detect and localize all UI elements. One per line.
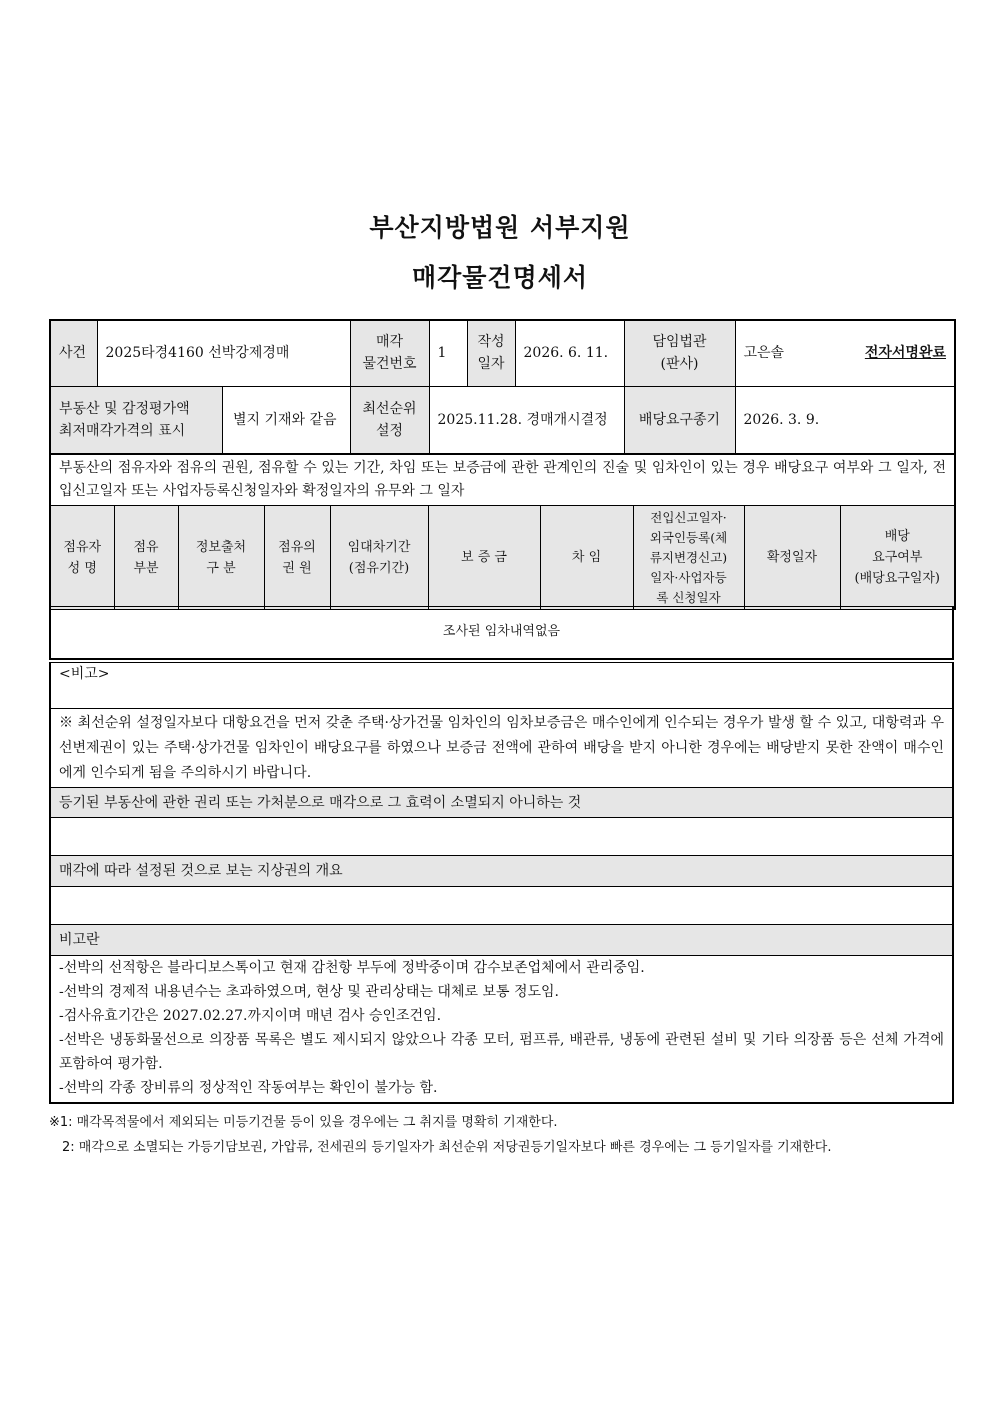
notes-body [50,956,953,1104]
no-lease-record: 조사된 임차내역없음 [50,607,953,659]
item-no-label: 매각 물건번호 [350,320,429,386]
registered-rights-heading: 등기된 부동산에 관한 권리 또는 가처분으로 매각으로 그 효력이 소멸되지 아니하는 것 [50,788,953,818]
occupancy-table [49,454,956,610]
note-line: -선박의 경제적 내용년수는 초과하였으며, 현상 및 관리상태는 대체로 보통 정도임. [59,984,559,1000]
col-dividend-request: 배당 요구여부 (배당요구일자) [840,506,955,610]
document-title: 매각물건명세서 [411,263,589,292]
col-lease-period: 임대차기간 (점유기간) [330,506,428,610]
priority-label: 최선순위 설정 [350,386,429,454]
col-occupancy-right: 점유의 권 원 [264,506,330,610]
case-info-table [49,319,956,455]
registered-rights-value [50,818,953,856]
note-line: -검사유효기간은 2027.02.27.까지이며 매년 검사 승인조건임. [59,1008,442,1024]
judge-cell [735,320,955,386]
case-value: 2025타경4160 선박강제경매 [97,320,350,386]
col-info-source: 정보출처 구 분 [178,506,264,610]
note-line: -선박의 각종 장비류의 정상적인 작동여부는 확인이 불가능 함. [59,1080,438,1096]
date-label: 작성 일자 [467,320,515,386]
notes-heading: 비고란 [50,925,953,956]
occupancy-empty-table [49,606,954,660]
remarks-label: <비고> [50,663,953,709]
col-move-in-date: 전입신고일자· 외국인등록(체 류지변경신고) 일자·사업자등 록 신청일자 [633,506,744,610]
item-no-value: 1 [429,320,467,386]
col-rent: 차 임 [540,506,633,610]
judge-name: 고은솔 [743,345,785,362]
price-value: 별지 기재와 같음 [223,387,350,453]
col-occupant-name: 점유자 성 명 [50,506,114,610]
col-occupied-part: 점유 부분 [114,506,178,610]
remarks-table [49,662,954,790]
case-label: 사건 [50,320,97,386]
occupancy-heading: 부동산의 점유자와 점유의 권원, 점유할 수 있는 기간, 차임 또는 보증금에 관한 관계인의 진술 및 임차인이 있는 경우 배당요구 여부와 그 일자, 전입신고일자 또는 사업자등록신청일자와 확정일자의 유무와 그 일자 [50,455,955,506]
deadline-value: 2026. 3. 9. [735,386,955,454]
note-line: -선박은 냉동화물선으로 의장품 목록은 별도 제시되지 않았으나 각종 모터, 펌프류, 배관류, 냉동에 관련된 설비 및 기타 의장품 등은 선체 가격에 포함하여 평가함. [59,1032,944,1072]
note-line: -선박의 선적항은 블라디보스톡이고 현재 감천항 부두에 정박중이며 감수보존업체에서 관리중임. [59,960,645,976]
remarks-warning: ※ 최선순위 설정일자보다 대항요건을 먼저 갖춘 주택·상가건물 임차인의 임차보증금은 매수인에게 인수되는 경우가 발생 할 수 있고, 대항력과 우선변제권이 있는 주택·상가건물 임차인이 배당요구를 하였으나 보증금 전액에 관하여 배당을 받지 아니한 경우에는 배당받지 못한 잔액이 매수인에게 인수되게 됨을 주의하시기 바랍니다. [50,709,953,790]
surface-rights-heading: 매각에 따라 설정된 것으로 보는 지상권의 개요 [50,856,953,887]
footnote-2: 2: 매각으로 소멸되는 가등기담보권, 가압류, 전세권의 등기일자가 최선순위 저당권등기일자보다 빠른 경우에는 그 등기일자를 기재한다. [62,1140,832,1155]
judge-label: 담임법관 (판사) [624,320,735,386]
footnote-1: ※1: 매각목적물에서 제외되는 미등기건물 등이 있을 경우에는 그 취지를 명확히 기재한다. [49,1115,558,1130]
rights-notes-table [49,787,954,1104]
price-label: 부동산 및 감정평가액 최저매각가격의 표시 [51,387,223,453]
deadline-label: 배당요구종기 [624,386,735,454]
date-value: 2026. 6. 11. [515,320,624,386]
surface-rights-value [50,887,953,925]
e-signature-mark: 전자서명완료 [864,345,947,362]
col-fixed-date: 확정일자 [744,506,840,610]
priority-value: 2025.11.28. 경매개시결정 [429,386,624,454]
col-deposit: 보 증 금 [428,506,540,610]
court-name: 부산지방법원 서부지원 [369,213,631,242]
